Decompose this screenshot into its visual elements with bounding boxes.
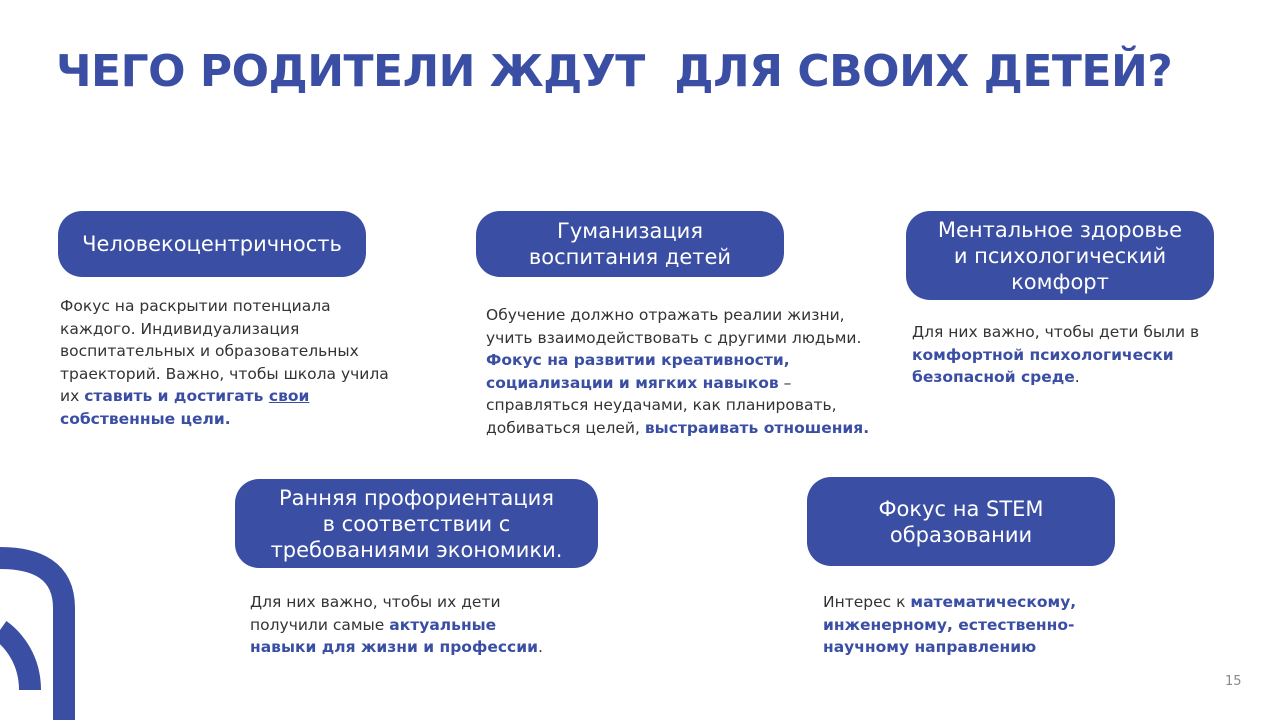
card-description-stem: Интерес к математическому, инженерному, естественно-научному направлению [823,593,1077,656]
decorative-curve [0,530,90,720]
card-heading-humanization [476,211,784,277]
card-heading-human-centricity [58,211,366,277]
card-description-human-centricity: Фокус на раскрытии потенциала каждого. Индивидуализация воспитательных и образовательных траекторий. Важно, чтобы школа учила их ставить и достигать свои собственные цели. [60,297,389,428]
card-heading-text: Ментальное здоровье и психологический комфорт [937,217,1183,294]
card-heading-text: Ранняя профориентация в соответствии с требованиями экономики. [270,485,563,562]
emphasis-text: ставить и достигать [84,387,269,405]
emphasis-text: актуальные навыки для жизни и профессии [250,615,538,656]
card-heading-text: Фокус на STEM образовании [878,496,1044,547]
card-heading-mental-health [906,211,1214,300]
page-number: 15 [1225,674,1242,689]
card-heading-text: Гуманизация воспитания детей [528,219,732,269]
emphasis-text: свои [268,387,310,405]
card-heading-text: Человекоцентричность [82,232,342,256]
emphasis-text: комфортной психологически безопасной среде [912,345,1174,386]
emphasis-text: выстраивать отношения. [644,418,870,437]
emphasis-text: Фокус на развитии креативности, социализации и мягких навыков [486,351,790,392]
card-description-humanization: Обучение должно отражать реалии жизни, учить взаимодействовать с другими людьми. Фокус на развитии креативности, социализации и мягких навыков – справляться неудачами, как планировать, добиваться целей, выстраивать отношения. [486,306,870,437]
slide-title: ЧЕГО РОДИТЕЛИ ЖДУТ ДЛЯ СВОИХ ДЕТЕЙ? [56,46,1173,97]
card-description-career-guidance: Для них важно, чтобы их дети получили самые актуальные навыки для жизни и профессии. [250,593,543,656]
card-heading-stem [807,477,1115,566]
emphasis-text: математическому, инженерному, естественно-научному направлению [823,593,1077,656]
card-description-mental-health: Для них важно, чтобы дети были в комфортной психологически безопасной среде. [912,323,1200,386]
card-heading-career-guidance [235,479,598,568]
emphasis-text: собственные цели. [60,409,231,428]
